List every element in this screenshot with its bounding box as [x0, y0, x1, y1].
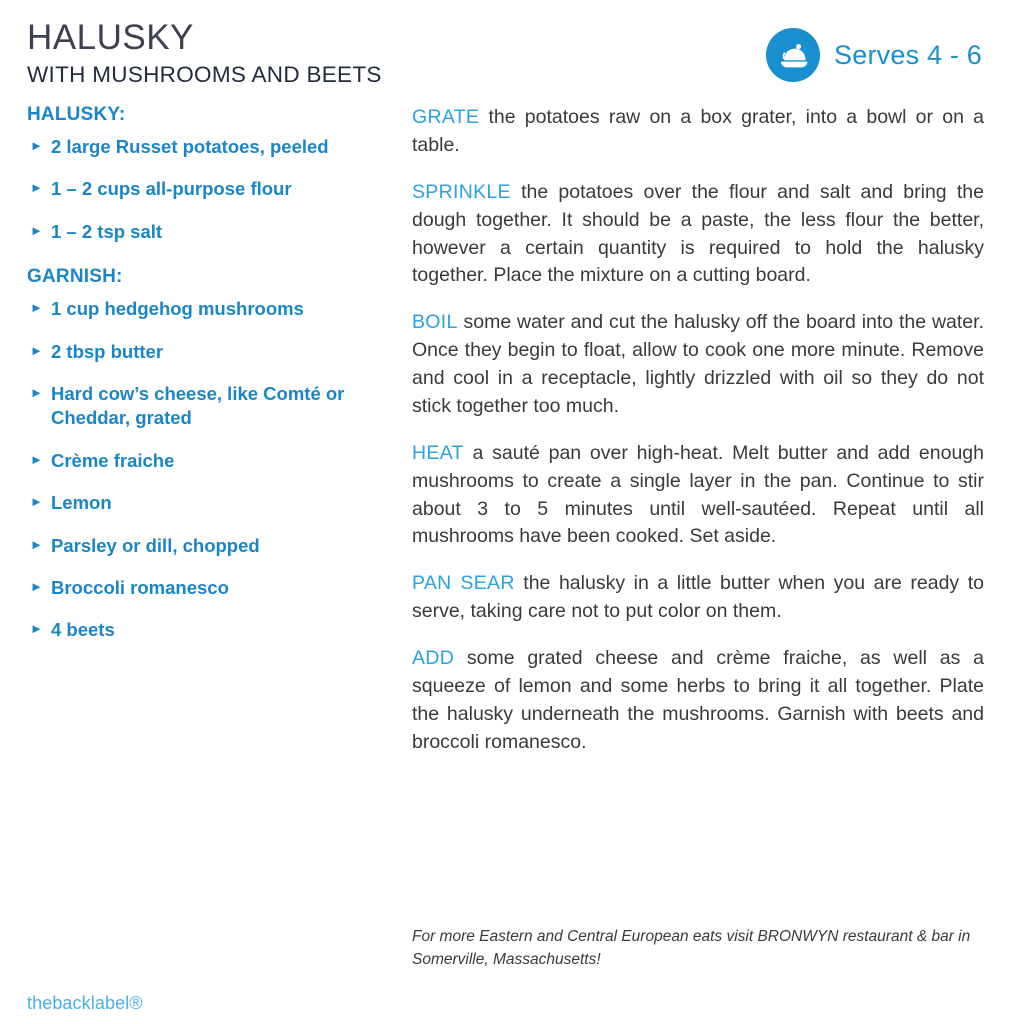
- step-text: the potatoes over the flour and salt and bring the dough together. It should be a paste, the less flour the better, however a certain quantity is required to hold the halusky together. Place the mixture on a cutting board.: [412, 180, 984, 287]
- triangle-bullet-icon: ►: [30, 385, 43, 401]
- step-keyword: GRATE: [412, 106, 480, 128]
- list-item: [27, 297, 382, 321]
- title-block: [27, 18, 382, 88]
- list-item: [27, 449, 382, 473]
- instruction-step: [412, 179, 984, 291]
- ingredient-list-halusky: [27, 135, 382, 244]
- ingredient-text: 2 large Russet potatoes, peeled: [51, 136, 329, 157]
- ingredient-text: 2 tbsp butter: [51, 340, 164, 362]
- triangle-bullet-icon: ►: [30, 451, 43, 467]
- page-subtitle: WITH MUSHROOMS AND BEETS: [27, 62, 382, 88]
- list-item: [27, 618, 382, 642]
- ingredient-text: 1 – 2 tsp salt: [51, 220, 163, 242]
- recipe-header: [0, 0, 1009, 100]
- list-item: [27, 534, 382, 558]
- ingredient-section-heading: GARNISH:: [27, 266, 123, 288]
- step-text: a sauté pan over high-heat. Melt butter and add enough mushrooms to create a single layer in the pan. Continue to stir about 3 to 5 minutes until well-sautéed. Repeat until all mushrooms have been cooked. Set aside.: [412, 441, 984, 548]
- step-text: some water and cut the halusky off the board into the water. Once they begin to float, allow to cook one more minute. Remove and cool in a receptacle, lightly drizzled with oil so they do not stick together too much.: [412, 311, 984, 417]
- instruction-step: [412, 309, 984, 421]
- step-keyword: HEAT: [412, 441, 464, 464]
- triangle-bullet-icon: ►: [30, 536, 43, 552]
- ingredient-list-garnish: [27, 297, 382, 643]
- step-text: the halusky in a little butter when you are ready to serve, taking care not to put color on them.: [412, 572, 984, 623]
- list-item: [27, 135, 382, 159]
- instruction-step: [412, 440, 984, 552]
- list-item: [27, 340, 382, 364]
- step-keyword: SPRINKLE: [412, 180, 511, 203]
- list-item: [27, 220, 382, 244]
- triangle-bullet-icon: ►: [30, 138, 43, 153]
- instruction-step: [412, 104, 984, 160]
- step-text: the potatoes raw on a box grater, into a bowl or on a table.: [412, 106, 984, 156]
- list-item: [27, 177, 382, 201]
- instructions-column: [412, 104, 984, 757]
- triangle-bullet-icon: ►: [30, 300, 43, 316]
- instruction-step: [412, 645, 984, 757]
- ingredient-section-heading: HALUSKY:: [27, 104, 126, 125]
- step-keyword: ADD: [412, 647, 455, 669]
- step-text: some grated cheese and crème fraiche, as well as a squeeze of lemon and some herbs to bring it all together. Plate the halusky underneath the mushrooms. Garnish with beets and broccoli romanesco.: [412, 647, 984, 753]
- triangle-bullet-icon: ►: [30, 222, 43, 238]
- triangle-bullet-icon: ►: [30, 579, 43, 595]
- ingredient-text: Broccoli romanesco: [51, 577, 229, 599]
- ingredient-text: Parsley or dill, chopped: [51, 534, 260, 556]
- ingredients-column: [27, 104, 382, 661]
- triangle-bullet-icon: ►: [30, 494, 43, 510]
- ingredient-text: 1 – 2 cups all-purpose flour: [51, 178, 292, 200]
- ingredient-text: 4 beets: [51, 619, 115, 641]
- brand-wordmark: thebacklabel®: [27, 993, 143, 1013]
- ingredient-text: Lemon: [51, 492, 112, 514]
- serves-block: [766, 28, 982, 82]
- serves-label: Serves 4 - 6: [834, 39, 982, 70]
- cloche-serving-dish-icon: [766, 28, 820, 82]
- step-keyword: PAN SEAR: [412, 572, 515, 595]
- ingredient-section-garnish: [27, 266, 382, 643]
- instruction-step: [412, 570, 984, 626]
- triangle-bullet-icon: ►: [30, 342, 43, 358]
- ingredient-section-halusky: [27, 104, 382, 244]
- footer-note: For more Eastern and Central European eats visit BRONWYN restaurant & bar in Somerville, Massachusetts!: [412, 928, 971, 969]
- triangle-bullet-icon: ►: [30, 621, 43, 637]
- page-title: HALUSKY: [27, 18, 194, 57]
- list-item: [27, 382, 382, 431]
- content-columns: [0, 104, 1009, 984]
- list-item: [27, 576, 382, 600]
- list-item: [27, 491, 382, 515]
- ingredient-text: 1 cup hedgehog mushrooms: [51, 298, 304, 320]
- triangle-bullet-icon: ►: [30, 180, 43, 196]
- step-keyword: BOIL: [412, 311, 458, 334]
- ingredient-text: Crème fraiche: [51, 449, 175, 471]
- ingredient-text: Hard cow’s cheese, like Comté or Cheddar, grated: [51, 383, 345, 429]
